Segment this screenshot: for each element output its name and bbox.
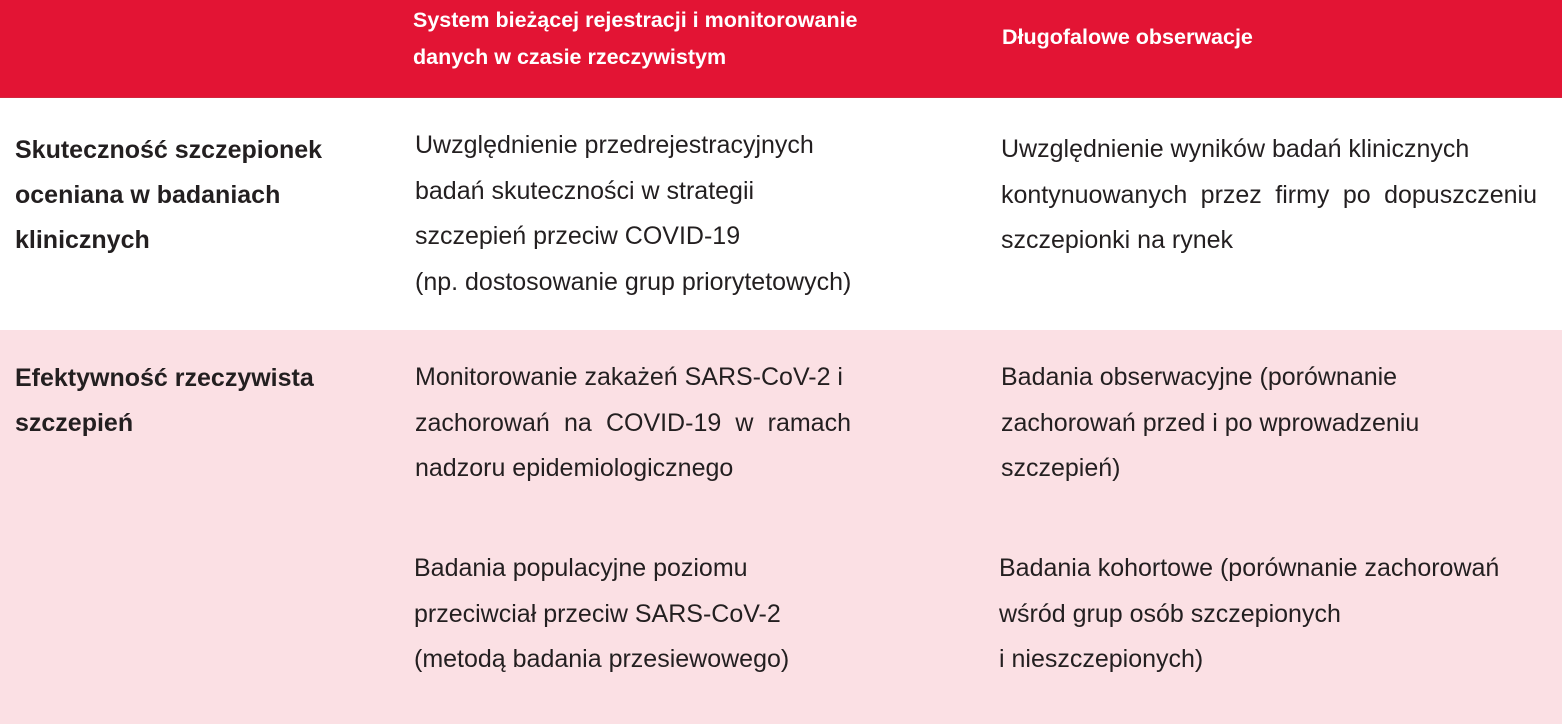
word: w (735, 408, 754, 437)
header-long-term-observations (1002, 19, 1542, 56)
word: zachorowań (415, 408, 550, 437)
header-line: danych w czasie rzeczywistym (413, 45, 727, 69)
row-label-line: oceniana w badaniach (15, 181, 281, 209)
row-label-efficacy (15, 128, 322, 263)
table-row-effectiveness (0, 330, 1562, 724)
cell-line: wśród grup osób szczepionych (999, 599, 1341, 628)
row-label-effectiveness (15, 356, 314, 446)
cell-line: Badania obserwacyjne (porównanie (1001, 363, 1398, 391)
cell-line-justified (1001, 173, 1537, 219)
cell-line: nadzoru epidemiologicznego (415, 454, 734, 482)
cell-longterm-observational (1001, 355, 1419, 492)
row-label-line: Efektywność rzeczywista (15, 364, 314, 392)
cell-line: Uwzględnienie wyników badań klinicznych (1001, 135, 1470, 163)
cell-line-justified (415, 401, 851, 447)
cell-line: szczepień przeciw COVID-19 (415, 222, 741, 250)
word: ramach (767, 408, 851, 437)
cell-line: Uwzględnienie przedrejestracyjnych (415, 131, 814, 159)
cell-line: szczepionki na rynek (1001, 226, 1234, 254)
word: po (1342, 180, 1371, 209)
word: kontynuowanych (1001, 180, 1188, 209)
row-label-line: Skuteczność szczepionek (15, 136, 323, 164)
cell-line: przeciwciał przeciw SARS-CoV-2 (414, 599, 781, 628)
cell-realtime-surveillance (415, 355, 851, 492)
word: firmy (1275, 180, 1330, 209)
cell-realtime-serology (414, 546, 789, 683)
cell-line: szczepień) (1001, 454, 1121, 482)
cell-line: (np. dostosowanie grup priorytetowych) (415, 267, 852, 296)
row-label-line: klinicznych (15, 226, 150, 254)
cell-realtime-efficacy (415, 123, 851, 305)
word: na (563, 408, 592, 437)
cell-line: badań skuteczności w strategii (415, 176, 755, 205)
word: COVID-19 (605, 408, 722, 437)
cell-line: (metodą badania przesiewowego) (414, 645, 790, 673)
cell-line: Monitorowanie zakażeń SARS-CoV-2 i (415, 363, 843, 391)
header-line: Długofalowe obserwacje (1002, 25, 1253, 49)
cell-line: zachorowań przed i po wprowadzeniu (1001, 408, 1420, 437)
header-realtime-monitoring (413, 2, 933, 76)
word: dopuszczeniu (1384, 180, 1537, 209)
word: przez (1200, 180, 1262, 209)
cell-line: Badania populacyjne poziomu (414, 554, 748, 582)
cell-line: Badania kohortowe (porównanie zachorowań (999, 554, 1500, 582)
cell-longterm-efficacy (1001, 127, 1537, 264)
cell-longterm-cohort (999, 546, 1499, 683)
cell-line: i nieszczepionych) (999, 645, 1204, 673)
table-row-efficacy (0, 98, 1562, 330)
table-header (0, 0, 1562, 98)
row-label-line: szczepień (15, 409, 134, 437)
header-line: System bieżącej rejestracji i monitorowanie (413, 8, 858, 32)
